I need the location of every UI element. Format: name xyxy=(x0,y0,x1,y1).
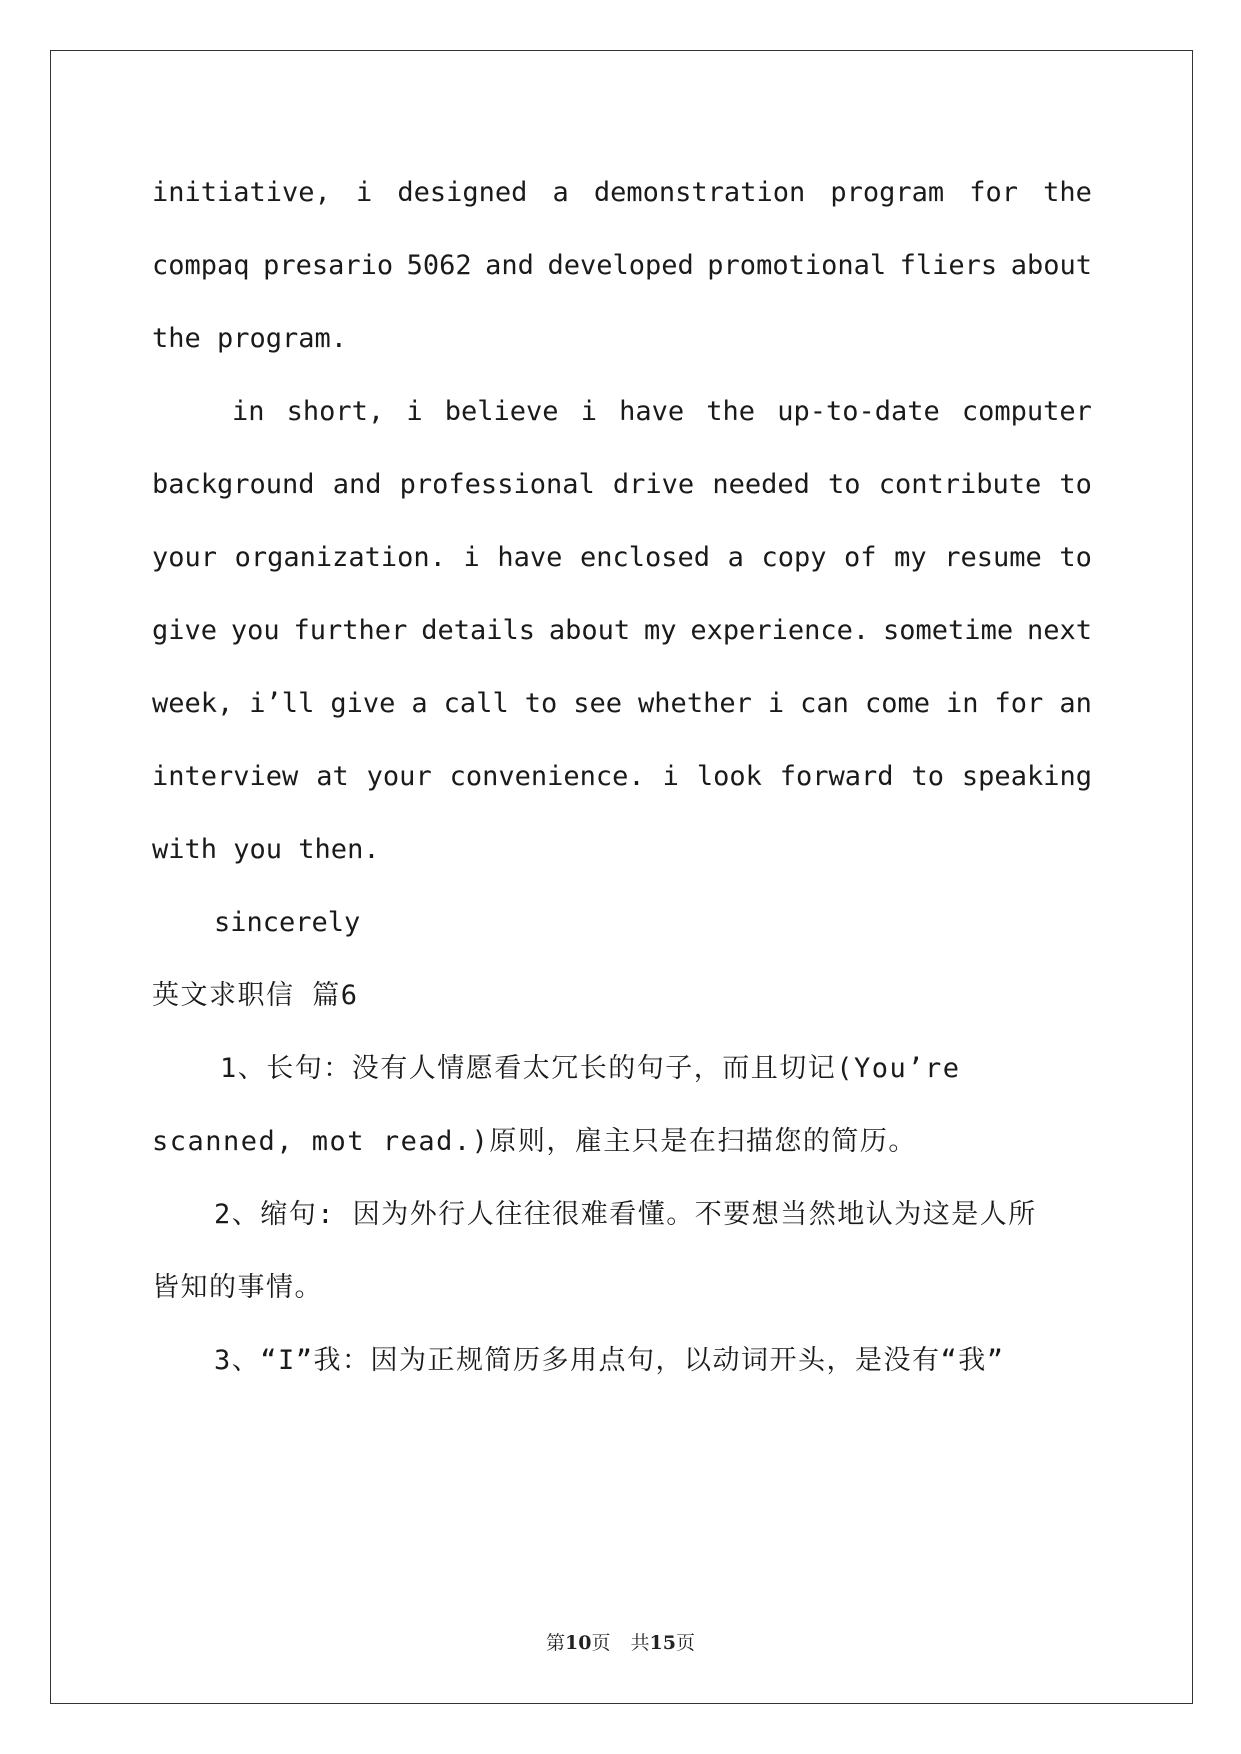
word: details xyxy=(421,615,535,646)
word: for xyxy=(994,688,1044,719)
word: give xyxy=(152,615,218,646)
tip-2-line-2: 皆知的事情。 xyxy=(152,1272,323,1303)
word: resume xyxy=(944,542,1042,573)
word: believe xyxy=(444,396,559,427)
word: a xyxy=(727,542,744,573)
word: needed xyxy=(712,469,810,500)
word: and xyxy=(332,469,382,500)
word: give xyxy=(330,688,396,719)
word: presario xyxy=(263,250,394,281)
word: see xyxy=(573,688,623,719)
word: i xyxy=(406,396,423,427)
word: to xyxy=(911,761,944,792)
word: professional xyxy=(399,469,595,500)
word: fliers xyxy=(899,250,998,281)
word: about xyxy=(1010,250,1092,281)
word: speaking xyxy=(961,761,1092,792)
word: i’ll xyxy=(249,688,315,719)
word: in xyxy=(232,396,265,427)
word: compaq xyxy=(152,250,250,281)
body-line-2 xyxy=(152,248,1092,284)
body-line-8 xyxy=(152,686,1092,722)
word: a xyxy=(411,688,428,719)
word: your xyxy=(366,761,432,792)
word: convenience. xyxy=(449,761,645,792)
closing-sincerely: sincerely xyxy=(214,907,361,938)
word: enclosed xyxy=(579,542,711,573)
body-line-1 xyxy=(152,175,1092,211)
word: the xyxy=(1043,177,1092,208)
word: your xyxy=(152,542,218,573)
word: experience. xyxy=(690,615,870,646)
word: initiative, xyxy=(152,177,331,208)
footer-total-suffix: 页 xyxy=(675,1632,695,1654)
word: in xyxy=(945,688,979,719)
word: to xyxy=(524,688,558,719)
tip-1-line-1: 1、长句：没有人情愿看太冗长的句子，而且切记(You’re xyxy=(220,1053,961,1084)
tip-2-line-1: 2、缩句: 因为外行人往往很难看懂。不要想当然地认为这是人所 xyxy=(214,1199,1037,1230)
body-line-7 xyxy=(152,613,1092,649)
word: at xyxy=(316,761,349,792)
footer-total-pages: 15 xyxy=(649,1632,676,1654)
word: contribute xyxy=(878,469,1042,500)
word: sometime xyxy=(883,615,1014,646)
word: of xyxy=(844,542,877,573)
word: developed xyxy=(547,250,694,281)
word: have xyxy=(619,396,685,427)
word: organization. xyxy=(234,542,446,573)
word: interview xyxy=(152,761,299,792)
word: week, xyxy=(152,688,234,719)
body-line-4 xyxy=(232,394,1092,430)
tip-1-line-2: scanned, mot read.)原则，雇主只是在扫描您的简历。 xyxy=(152,1126,917,1157)
word: about xyxy=(548,615,631,646)
word: i xyxy=(662,761,679,792)
word: the xyxy=(706,396,756,427)
word: call xyxy=(443,688,509,719)
word: and xyxy=(485,250,534,281)
word: a xyxy=(552,177,569,208)
word: for xyxy=(969,177,1019,208)
word: background xyxy=(152,469,315,500)
word: to xyxy=(1059,469,1092,500)
word: you xyxy=(230,615,280,646)
word: up-to-date xyxy=(777,396,940,427)
word: an xyxy=(1059,688,1092,719)
footer-current-page: 10 xyxy=(565,1632,592,1654)
word: to xyxy=(1059,542,1092,573)
word: can xyxy=(800,688,849,719)
body-line-5 xyxy=(152,467,1092,503)
word: i xyxy=(463,542,480,573)
word: computer xyxy=(961,396,1092,427)
body-line-3: the program. xyxy=(152,323,348,354)
word: promotional xyxy=(707,250,887,281)
word: 5062 xyxy=(406,250,472,281)
word: come xyxy=(864,688,930,719)
page-border xyxy=(50,50,1193,1704)
word: copy xyxy=(761,542,827,573)
word: i xyxy=(355,177,373,208)
word: my xyxy=(894,542,927,573)
word: to xyxy=(828,469,861,500)
footer-page-suffix: 页 xyxy=(591,1632,611,1654)
word: further xyxy=(293,615,408,646)
word: i xyxy=(767,688,785,719)
body-line-10: with you then. xyxy=(152,834,380,865)
word: i xyxy=(580,396,597,427)
word: whether xyxy=(638,688,752,719)
word: forward xyxy=(779,761,894,792)
footer-total-prefix: 共 xyxy=(630,1632,650,1654)
word: look xyxy=(696,761,762,792)
body-line-9 xyxy=(152,759,1092,795)
tip-3-line-1: 3、“I”我：因为正规简历多用点句，以动词开头，是没有“我” xyxy=(214,1345,1005,1376)
footer-page-prefix: 第 xyxy=(546,1632,566,1654)
body-line-6 xyxy=(152,540,1092,576)
word: my xyxy=(643,615,677,646)
word: have xyxy=(497,542,563,573)
word: designed xyxy=(397,177,528,208)
page-footer xyxy=(0,1628,1241,1655)
word: next xyxy=(1026,615,1092,646)
word: demonstration xyxy=(593,177,806,208)
section-heading: 英文求职信 篇6 xyxy=(152,980,359,1011)
word: short, xyxy=(286,396,385,427)
word: drive xyxy=(612,469,695,500)
word: program xyxy=(830,177,945,208)
